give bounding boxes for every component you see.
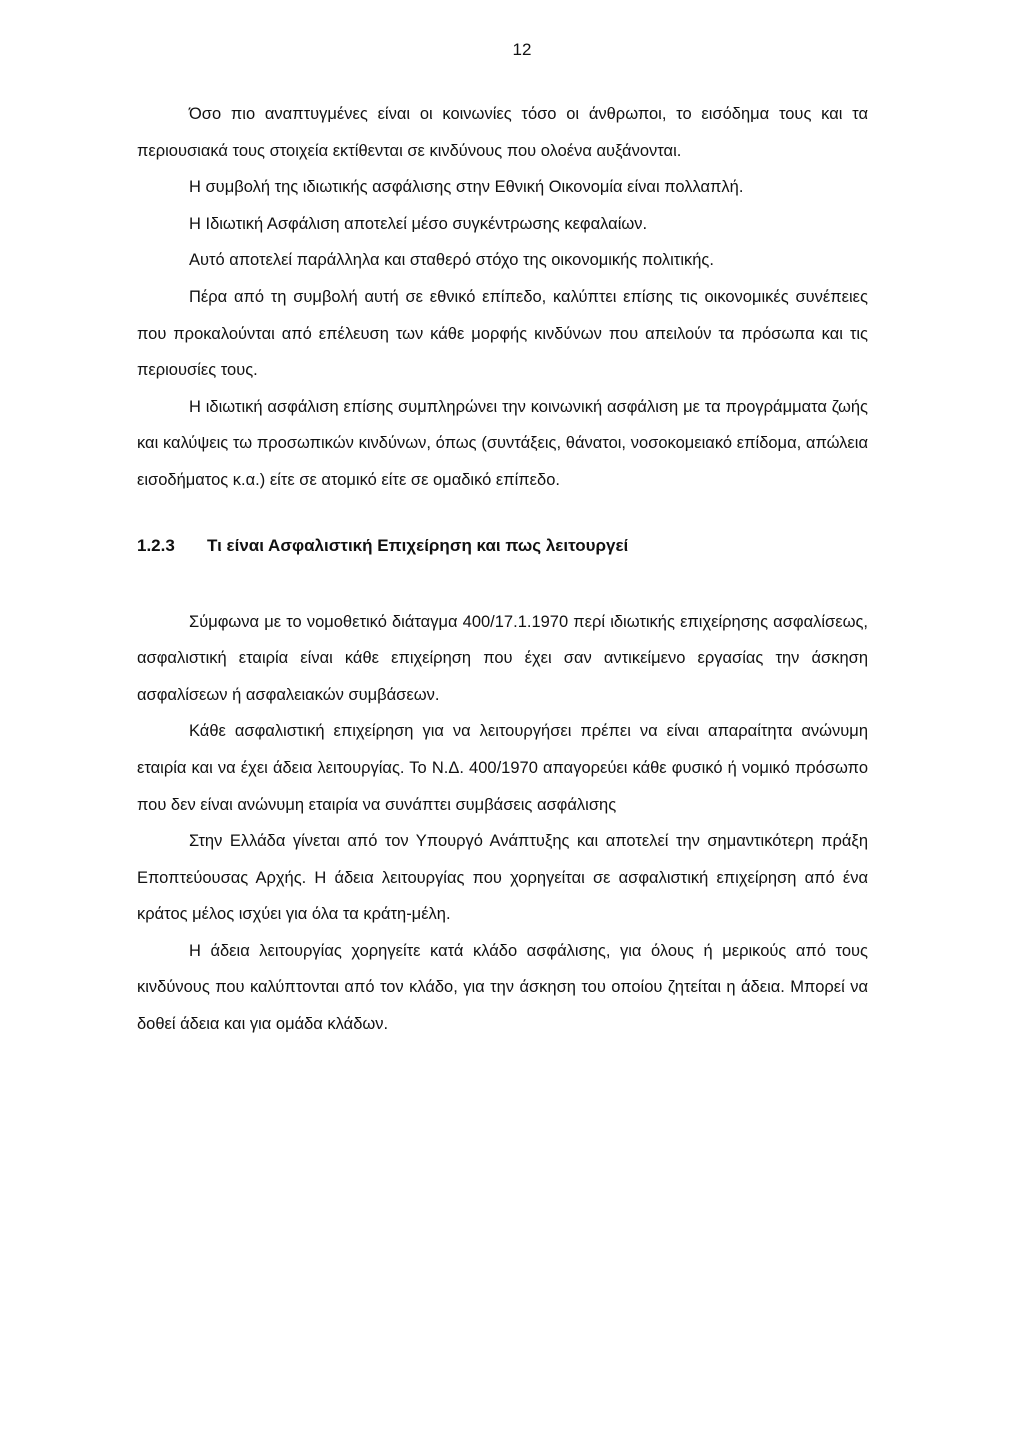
page-number: 12 <box>512 40 532 59</box>
section-heading <box>137 528 868 564</box>
paragraph: Όσο πιο αναπτυγμένες είναι οι κοινωνίες τόσο οι άνθρωποι, το εισόδημα τους και τα περιουσιακά τους στοιχεία εκτίθενται σε κινδύνους που ολοένα αυξάνονται. <box>137 105 868 160</box>
paragraph: Αυτό αποτελεί παράλληλα και σταθερό στόχο της οικονομικής πολιτικής. <box>189 251 714 270</box>
paragraph: Κάθε ασφαλιστική επιχείρηση για να λειτουργήσει πρέπει να είναι απαραίτητα ανώνυμη εταιρία και να έχει άδεια λειτουργίας. Το Ν.Δ. 400/1970 απαγορεύει κάθε φυσικό ή νομικό πρόσωπο που δεν είναι ανώνυμη εταιρία να συνάπτει συμβάσεις ασφάλισης <box>137 722 868 814</box>
paragraph: Πέρα από τη συμβολή αυτή σε εθνικό επίπεδο, καλύπτει επίσης τις οικονομικές συνέπειες που προκαλούνται από επέλευση των κάθε μορφής κινδύνων που απειλούν τα πρόσωπα και τις περιουσίες τους. <box>137 287 868 380</box>
section-number: 1.2.3 <box>137 535 175 555</box>
paragraph: Η συμβολή της ιδιωτικής ασφάλισης στην Εθνική Οικονομία είναι πολλαπλή. <box>189 178 744 197</box>
section-title: Τι είναι Ασφαλιστική Επιχείρηση και πως λειτουργεί <box>207 535 629 555</box>
paragraph: Σύμφωνα με το νομοθετικό διάταγμα 400/17.1.1970 περί ιδιωτικής επιχείρησης ασφαλίσεως, ασφαλιστική εταιρία είναι κάθε επιχείρηση που έχει σαν αντικείμενο εργασίας την άσκηση ασφαλίσεων ή ασφαλειακών συμβάσεων. <box>137 612 868 704</box>
paragraph: Η ιδιωτική ασφάλιση επίσης συμπληρώνει την κοινωνική ασφάλιση με τα προγράμματα ζωής και καλύψεις τω προσωπικών κινδύνων, όπως (συντάξεις, θάνατοι, νοσοκομειακό επίδομα, απώλεια εισοδήματος κ.α.) είτε σε ατομικό είτε σε ομαδικό επίπεδο. <box>137 397 868 489</box>
document-body <box>137 96 868 1043</box>
paragraph: Η άδεια λειτουργίας χορηγείτε κατά κλάδο ασφάλισης, για όλους ή μερικούς από τους κινδύνους που καλύπτονται από τον κλάδο, για την άσκηση του οποίου ζητείται η άδεια. Μπορεί να δοθεί άδεια και για ομάδα κλάδων. <box>137 941 868 1034</box>
paragraph: Στην Ελλάδα γίνεται από τον Υπουργό Ανάπτυξης και αποτελεί την σημαντικότερη πράξη Εποπτεύουσας Αρχής. Η άδεια λειτουργίας που χορηγείται σε ασφαλιστική επιχείρηση από ένα κράτος μέλος ισχύει για όλα τα κράτη-μέλη. <box>137 832 868 924</box>
paragraph: Η Ιδιωτική Ασφάλιση αποτελεί μέσο συγκέντρωσης κεφαλαίων. <box>189 214 648 233</box>
